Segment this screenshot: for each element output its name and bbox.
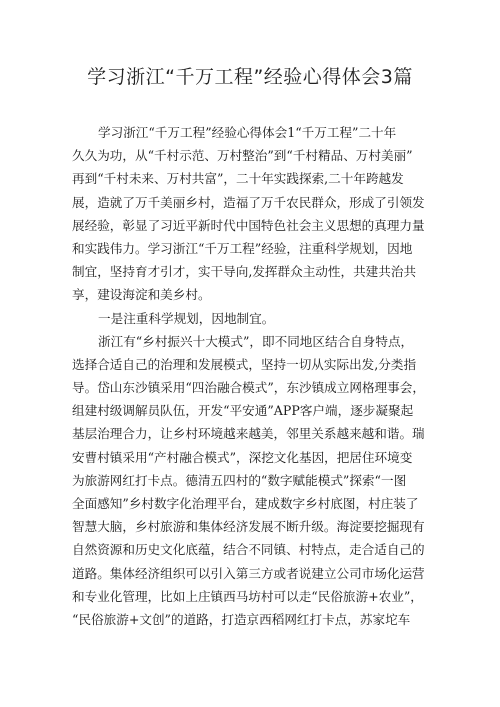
text-line: 选择合适自己的治理和发展模式，坚持一切从实际出发,分类指 — [72, 356, 417, 372]
text-line: 制宜，坚持育才引才，实干导向,发挥群众主动性，共建共治共 — [72, 264, 417, 280]
text-line: 自然资源和历史文化底蕴，结合不同镇、村特点，走合适自己的 — [72, 542, 425, 558]
text-line: 展经验，彰显了习近平新时代中国特色社会主义思想的真理力量 — [72, 217, 425, 233]
document-title: 学习浙江“千万工程”经验心得体会3篇 — [87, 66, 413, 88]
text-line: 组建村级调解员队伍，开发“平安通”APP客户端，逐步凝聚起 — [72, 403, 414, 419]
text-line: “民俗旅游+文创”的道路，打造京西稻网红打卡点，苏家坨车 — [72, 611, 411, 627]
text-line: 学习浙江“千万工程”经验心得体会1“千万工程”二十年 — [98, 125, 397, 140]
text-line: 再到“千村未来、万村共富”，二十年实践探索,二十年跨越发 — [72, 171, 404, 187]
text-line: 展，造就了万千美丽乡村，造福了万千农民群众，形成了引领发 — [72, 194, 425, 210]
text-line: 导。岱山东沙镇采用“四治融合模式”，东沙镇成立网格理事会， — [72, 380, 425, 396]
text-line: 安曹村镇采用“产村融合模式”，深挖文化基因，把居住环境变 — [72, 449, 413, 465]
text-line: 为旅游网红打卡点。德清五四村的“数字赋能模式”探索“一图 — [72, 472, 407, 488]
text-line: 道路。集体经济组织可以引入第三方或者说建立公司市场化运营 — [72, 565, 425, 581]
text-line: 享，建设海淀和美乡村。 — [72, 287, 211, 303]
section-heading: 一是注重科学规划，因地制宜。 — [98, 310, 275, 326]
text-line: 和专业化管理，比如上庄镇西马坊村可以走“民俗旅游+农业”， — [72, 588, 423, 604]
text-line: 和实践伟力。学习浙江“千万工程”经验，注重科学规划，因地 — [72, 240, 413, 256]
text-line: 浙江有“乡村振兴十大模式”，即不同地区结合自身特点， — [98, 333, 414, 349]
document-body — [72, 121, 436, 631]
text-line: 久久为功，从“千村示范、万村整治”到“千村精品、万村美丽” — [72, 148, 413, 164]
text-line: 智慧大脑，乡村旅游和集体经济发展不断升级。海淀要挖掘现有 — [72, 519, 425, 535]
text-line: 基层治理合力，让乡村环境越来越美，邻里关系越来越和谐。瑞 — [72, 426, 425, 442]
text-line: 全面感知”乡村数字化治理平台，建成数字乡村底图，村庄装了 — [72, 496, 419, 511]
